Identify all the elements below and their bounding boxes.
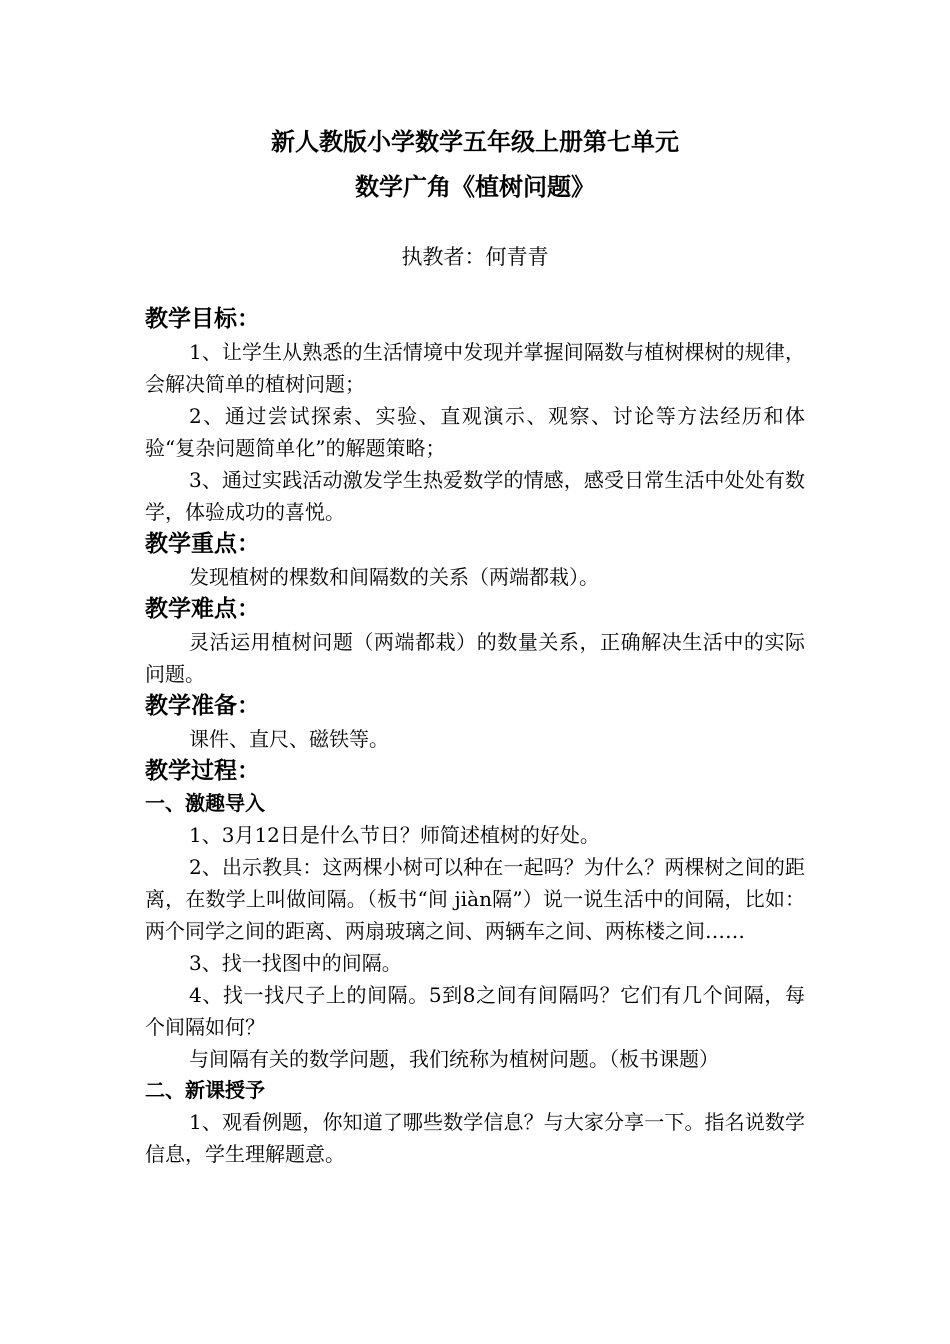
part1-item: 与间隔有关的数学问题，我们统称为植树问题。（板书课题） [189,1047,719,1071]
objective-item: 3、通过实践活动激发学生热爱数学的情感，感受日常生活中处处有数学，体验成功的喜悦。 [145,468,805,524]
part2-item: 1、观看例题，你知道了哪些数学信息？与大家分享一下。指名说数学信息，学生理解题意。 [145,1110,805,1166]
part1-heading: 一、激趣导入 [145,791,265,815]
objectives-heading: 教学目标： [145,306,260,332]
key-point-heading: 教学重点： [145,531,260,557]
part1-item: 1、3月12日是什么节日？师简述植树的好处。 [189,823,600,847]
preparation-text: 课件、直尺、磁铁等。 [189,727,389,751]
document-body [145,303,805,1170]
part2-heading: 二、新课授予 [145,1078,265,1102]
author-line: 执教者：何青青 [401,245,549,269]
document-title-line-2: 数学广角《植树问题》 [355,173,595,201]
part1-item: 4、找一找尺子上的间隔。5到8之间有间隔吗？它们有几个间隔，每个间隔如何？ [145,983,805,1039]
process-heading: 教学过程： [145,758,260,784]
key-point-text: 发现植树的棵数和间隔数的关系（两端都栽）。 [189,565,599,589]
part1-item: 2、出示教具：这两棵小树可以种在一起吗？为什么？两棵树之间的距离，在数学上叫做间隔。（板书“间 jiàn隔”）说一说生活中的间隔，比如：两个同学之间的距离、两扇玻璃之间、两辆车之间、两栋楼之间…… [145,855,805,943]
document-title-line-1: 新人教版小学数学五年级上册第七单元 [271,128,679,156]
difficulty-heading: 教学难点： [145,596,260,622]
objective-item: 1、让学生从熟悉的生活情境中发现并掌握间隔数与植树棵树的规律，会解决简单的植树问题； [145,340,805,396]
preparation-heading: 教学准备： [145,693,260,719]
difficulty-text: 灵活运用植树问题（两端都栽）的数量关系，正确解决生活中的实际问题。 [145,630,805,686]
part1-item: 3、找一找图中的间隔。 [189,951,402,975]
objective-item: 2、通过尝试探索、实验、直观演示、观察、讨论等方法经历和体验“复杂问题简单化”的解题策略； [145,404,805,460]
